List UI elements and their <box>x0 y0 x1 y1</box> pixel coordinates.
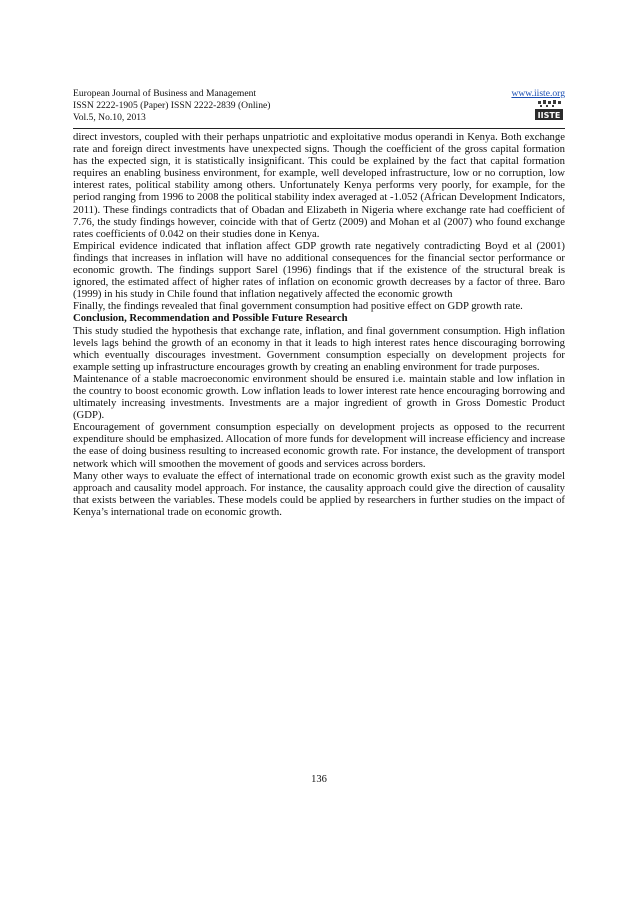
paragraph: direct investors, coupled with their perhaps unpatriotic and exploitative modus operandi in Kenya. Both exchange rate and foreign direct investments have unexpected signs. Though the coefficient of the gross capital formation has the expected sign, it is statistically insignificant. This could be explained by the fact that capital formation requires an enabling business environment, for example, well developed infrastructure, low or no corruption, low interest rates, political stability among others. Unfortunately Kenya performs very poorly, for example, for the period ranging from 1996 to 2008 the political stability index averaged at -1.052 (African Development Indicators, 2011). These findings contradicts that of Obadan and Elizabeth in Nigeria where exchange rate had coefficient of 7.76, the study findings however, coincide with that of Gertz (2009) and Mohan et al (2007) who found exchange rates coefficients of 0.042 on their studies done in Kenya. <box>73 131 565 240</box>
issn-line: ISSN 2222-1905 (Paper) ISSN 2222-2839 (Online) <box>73 100 271 111</box>
iiste-logo-icon <box>534 99 564 121</box>
running-header <box>73 88 565 124</box>
journal-name: European Journal of Business and Management <box>73 88 257 99</box>
volume-line: Vol.5, No.10, 2013 <box>73 112 146 123</box>
paragraph: Maintenance of a stable macroeconomic environment should be ensured i.e. maintain stable and low inflation in the country to boost economic growth. Low inflation leads to lower interest rate hence encouraging borrowing and ultimately increasing investments. Investments are a major ingredient of growth in Gross Domestic Product (GDP). <box>73 372 565 422</box>
paragraph: Empirical evidence indicated that inflation affect GDP growth rate negatively contradicting Boyd et al (2001) findings that increases in inflation will have no additional consequences for the financial sector performance or economic growth. The findings support Sarel (1996) findings that if the existence of the structural break is ignored, the estimated affect of higher rates of inflation on economic growth decreases by a factor of three. Baro (1999) in his study in Chile found that inflation negatively affected the economic growth <box>73 239 565 301</box>
header-divider <box>73 128 565 129</box>
paragraph: This study studied the hypothesis that exchange rate, inflation, and final government consumption. High inflation levels lags behind the growth of an economy in that it leads to high interest rates hence discouraging borrowing which eventually discourages investment. Government consumption especially on development projects for example setting up infrastructure encourages growth by creating an enabling environment for trade purposes. <box>73 324 565 373</box>
paragraph: Finally, the findings revealed that final government consumption had positive effect on GDP growth rate. <box>73 300 523 313</box>
article-body <box>73 131 565 518</box>
website-link[interactable]: www.iiste.org <box>511 88 565 99</box>
paragraph: Many other ways to evaluate the effect of international trade on economic growth exist such as the gravity model approach and causality model approach. For instance, the causality approach could give the direction of causality that exists between the variables. These models could be applied by researchers in further studies on the impact of Kenya’s international trade on economic growth. <box>73 469 565 518</box>
page-number: 136 <box>311 774 327 785</box>
section-heading: Conclusion, Recommendation and Possible Future Research <box>73 312 348 325</box>
paragraph: Encouragement of government consumption especially on development projects as opposed to the recurrent expenditure should be emphasized. Allocation of more funds for development will increase efficiency and increase the ease of doing business resulting to increased economic growth rate. For instance, the development of transport network which will smoothen the movement of goods and services across borders. <box>73 421 565 470</box>
logo-lettering: IISTE <box>537 111 561 120</box>
